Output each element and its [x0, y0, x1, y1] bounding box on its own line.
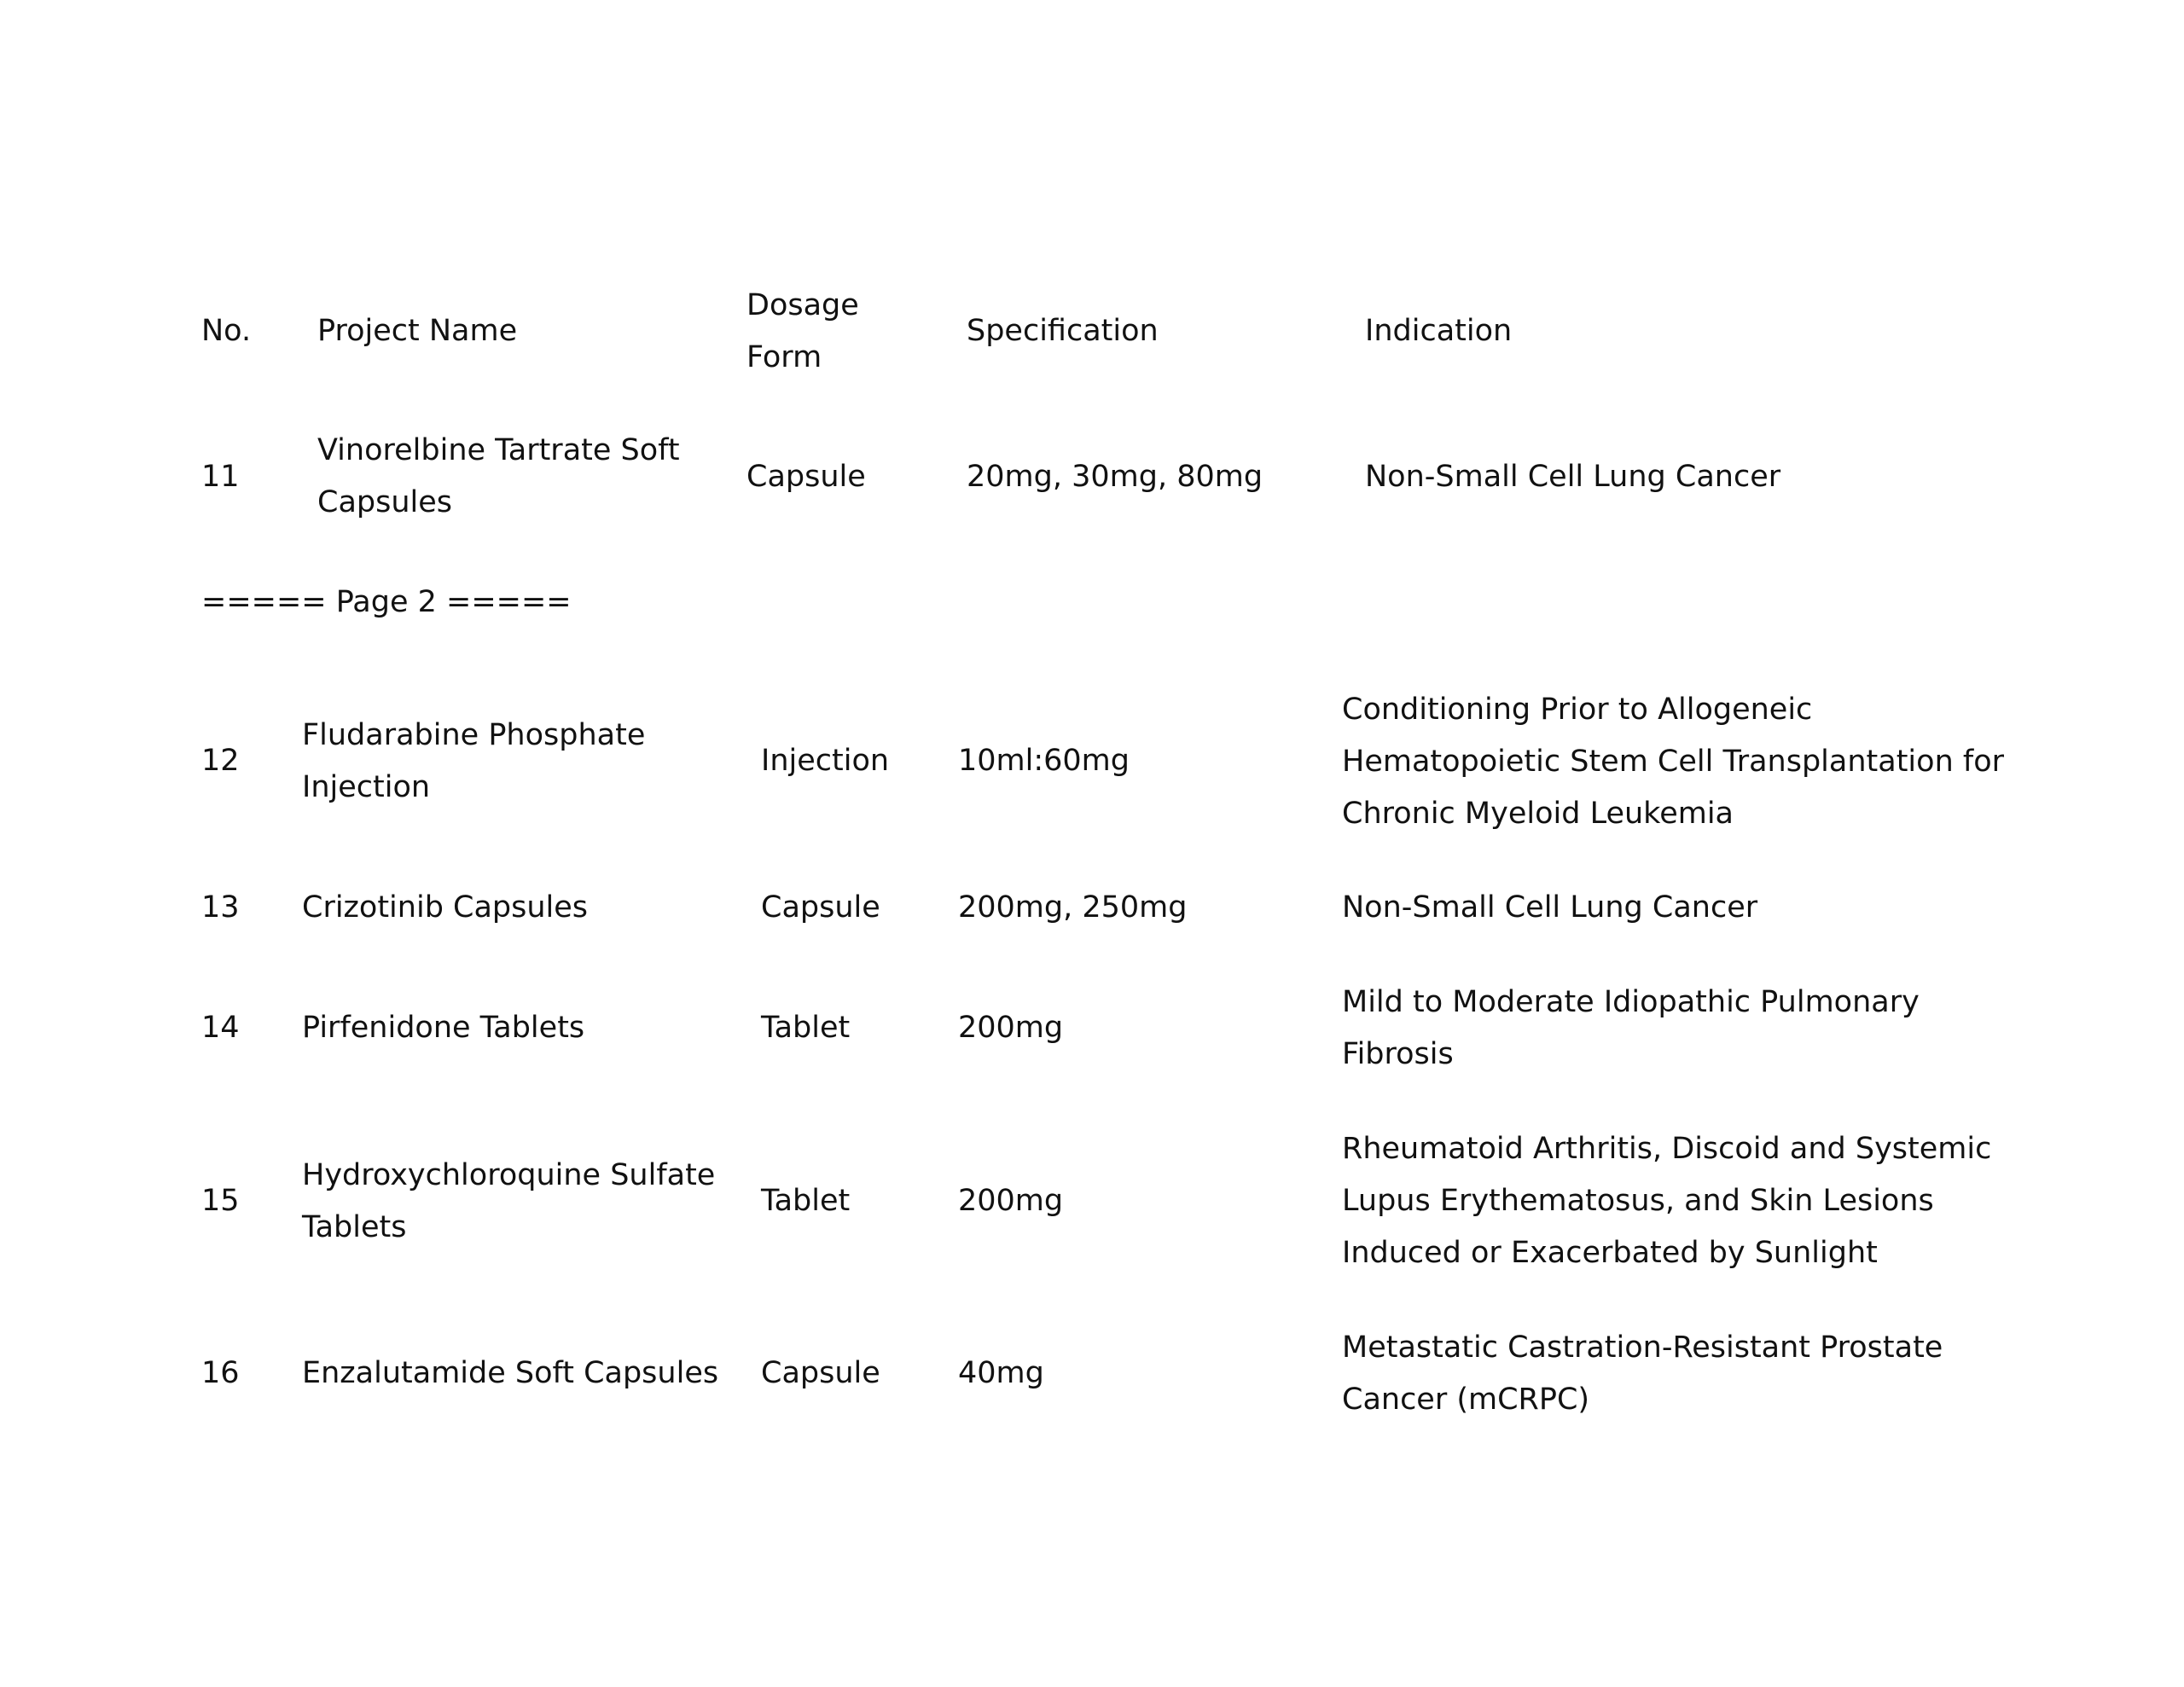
header-dosage-form: [746, 280, 859, 384]
indication-line: Conditioning Prior to Allogeneic: [1342, 693, 1813, 727]
indication-line: Hematopoietic Stem Cell Transplantation for: [1342, 745, 2004, 779]
row-12-no: 12: [201, 744, 240, 778]
row-15-project-name: [302, 1150, 715, 1254]
header-no: No.: [201, 314, 252, 348]
row-14-project-name: Pirfenidone Tablets: [302, 1011, 585, 1045]
header-dosage-form-line: Form: [746, 340, 822, 374]
indication-line: Mild to Moderate Idiopathic Pulmonary: [1342, 985, 1920, 1019]
row-13-no: 13: [201, 890, 240, 925]
indication-line: Cancer (mCRPC): [1342, 1383, 1590, 1417]
page-marker: ===== Page 2 =====: [201, 585, 572, 619]
project-name-line: Hydroxychloroquine Sulfate: [302, 1158, 716, 1192]
row-12-project-name: [302, 710, 645, 814]
row-14-no: 14: [201, 1011, 240, 1045]
project-name-line: Tablets: [302, 1210, 407, 1244]
indication-line: Lupus Erythematosus, and Skin Lesions: [1342, 1184, 1934, 1218]
row-14-dosage-form: Tablet: [761, 1011, 851, 1045]
row-12-dosage-form: Injection: [761, 744, 890, 778]
row-14-specification: 200mg: [958, 1011, 1064, 1045]
row-13-specification: 200mg, 250mg: [958, 890, 1188, 925]
row-11-no: 11: [201, 460, 240, 494]
header-indication: Indication: [1365, 314, 1513, 348]
row-12-specification: 10ml:60mg: [958, 744, 1130, 778]
indication-line: Rheumatoid Arthritis, Discoid and Systemic: [1342, 1132, 1992, 1166]
row-14-indication: [1342, 977, 1920, 1081]
row-16-no: 16: [201, 1356, 240, 1390]
row-12-indication: [1342, 684, 2004, 840]
header-specification: Specification: [967, 314, 1159, 348]
header-project-name: Project Name: [317, 314, 518, 348]
row-15-indication: [1342, 1123, 1991, 1279]
project-name-line: Injection: [302, 770, 431, 804]
indication-line: Metastatic Castration-Resistant Prostate: [1342, 1330, 1943, 1365]
row-13-indication: Non-Small Cell Lung Cancer: [1342, 890, 1758, 925]
project-name-line: Vinorelbine Tartrate Soft: [317, 433, 680, 467]
project-name-line: Fludarabine Phosphate: [302, 718, 646, 752]
project-name-line: Capsules: [317, 485, 453, 519]
indication-line: Chronic Myeloid Leukemia: [1342, 797, 1734, 831]
row-11-indication: Non-Small Cell Lung Cancer: [1365, 460, 1781, 494]
indication-line: Induced or Exacerbated by Sunlight: [1342, 1236, 1878, 1270]
indication-line: Fibrosis: [1342, 1037, 1454, 1071]
row-16-specification: 40mg: [958, 1356, 1044, 1390]
row-16-dosage-form: Capsule: [761, 1356, 880, 1390]
row-13-dosage-form: Capsule: [761, 890, 880, 925]
row-11-specification: 20mg, 30mg, 80mg: [967, 460, 1263, 494]
row-11-project-name: [317, 425, 680, 529]
row-16-indication: [1342, 1322, 1943, 1426]
row-11-dosage-form: Capsule: [746, 460, 866, 494]
row-16-project-name: Enzalutamide Soft Capsules: [302, 1356, 719, 1390]
header-dosage-form-line: Dosage: [746, 288, 859, 322]
row-13-project-name: Crizotinib Capsules: [302, 890, 589, 925]
row-15-no: 15: [201, 1184, 240, 1218]
row-15-specification: 200mg: [958, 1184, 1064, 1218]
row-15-dosage-form: Tablet: [761, 1184, 851, 1218]
